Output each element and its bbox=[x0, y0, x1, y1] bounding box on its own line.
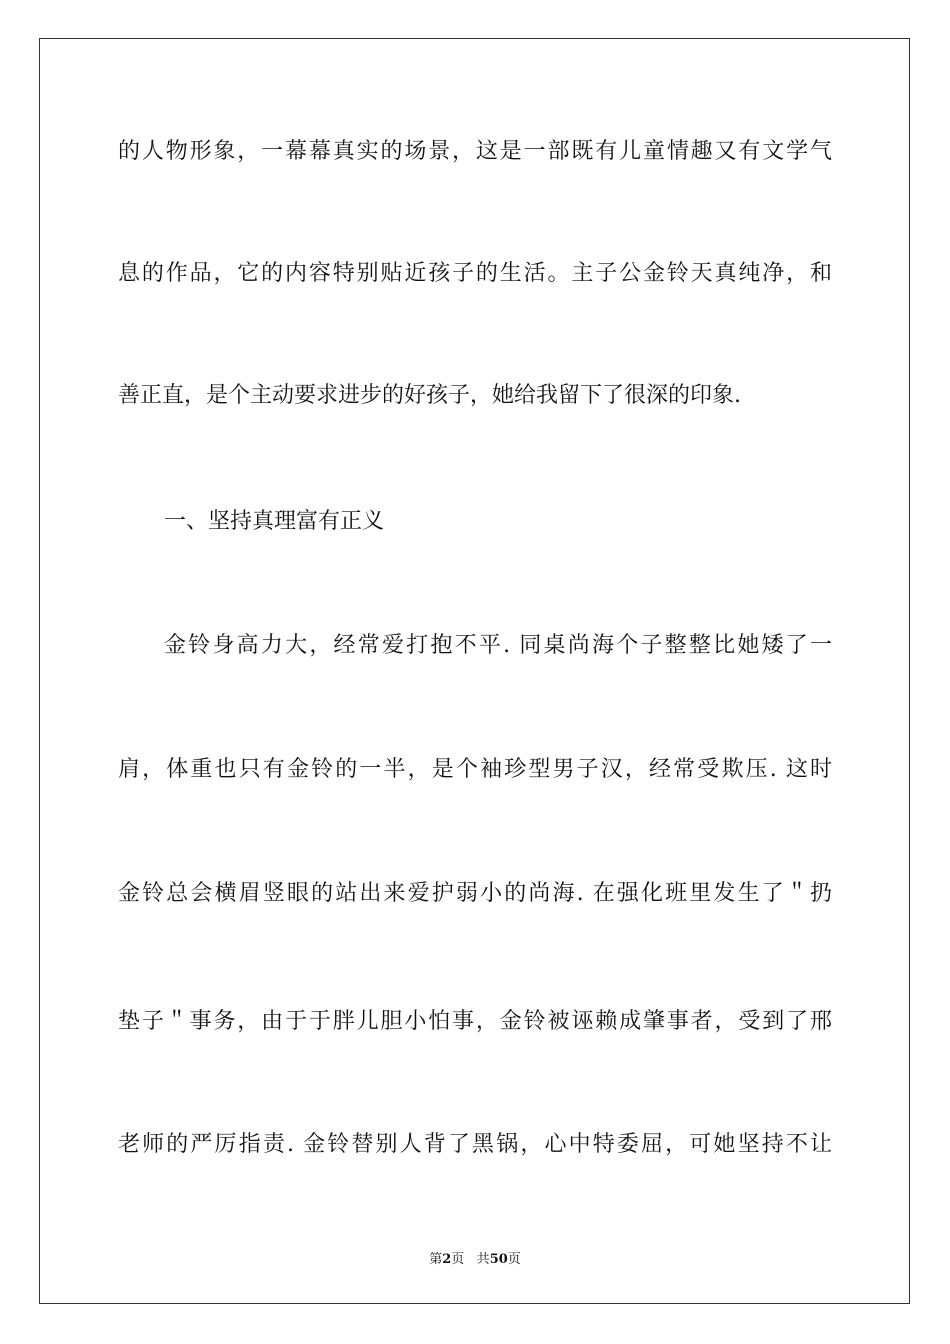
page-border bbox=[39, 38, 910, 1304]
footer-total-pages: 50 bbox=[489, 1252, 508, 1267]
page-footer bbox=[0, 1248, 950, 1267]
paragraph-2-line-5: 老师的严厉指责. 金铃替别人背了黑锅，心中特委屈，可她坚持不让 bbox=[118, 1132, 832, 1157]
section-heading: 一、坚持真理富有正义 bbox=[164, 509, 385, 534]
footer-page-prefix: 第 bbox=[429, 1252, 443, 1267]
paragraph-2-line-4: 垫子＂事务，由于于胖儿胆小怕事，金铃被诬赖成肇事者，受到了邢 bbox=[118, 1009, 832, 1034]
paragraph-1-line-3: 善正直，是个主动要求进步的好孩子，她给我留下了很深的印象. bbox=[118, 383, 741, 408]
footer-total-prefix: 共 bbox=[476, 1252, 490, 1267]
paragraph-1-line-2: 息的作品，它的内容特别贴近孩子的生活。主子公金铃天真纯净，和 bbox=[118, 261, 832, 286]
paragraph-2-line-3: 金铃总会横眉竖眼的站出来爱护弱小的尚海. 在强化班里发生了＂扔 bbox=[118, 881, 832, 906]
footer-total-suffix: 页 bbox=[507, 1252, 521, 1267]
footer-page-number: 2 bbox=[442, 1252, 452, 1267]
footer-page-suffix: 页 bbox=[451, 1252, 465, 1267]
paragraph-2-line-2: 肩，体重也只有金铃的一半，是个袖珍型男子汉，经常受欺压. 这时 bbox=[118, 757, 832, 782]
paragraph-2-line-1: 金铃身高力大，经常爱打抱不平. 同桌尚海个子整整比她矮了一 bbox=[164, 633, 832, 658]
paragraph-1-line-1: 的人物形象，一幕幕真实的场景，这是一部既有儿童情趣又有文学气 bbox=[118, 139, 832, 164]
